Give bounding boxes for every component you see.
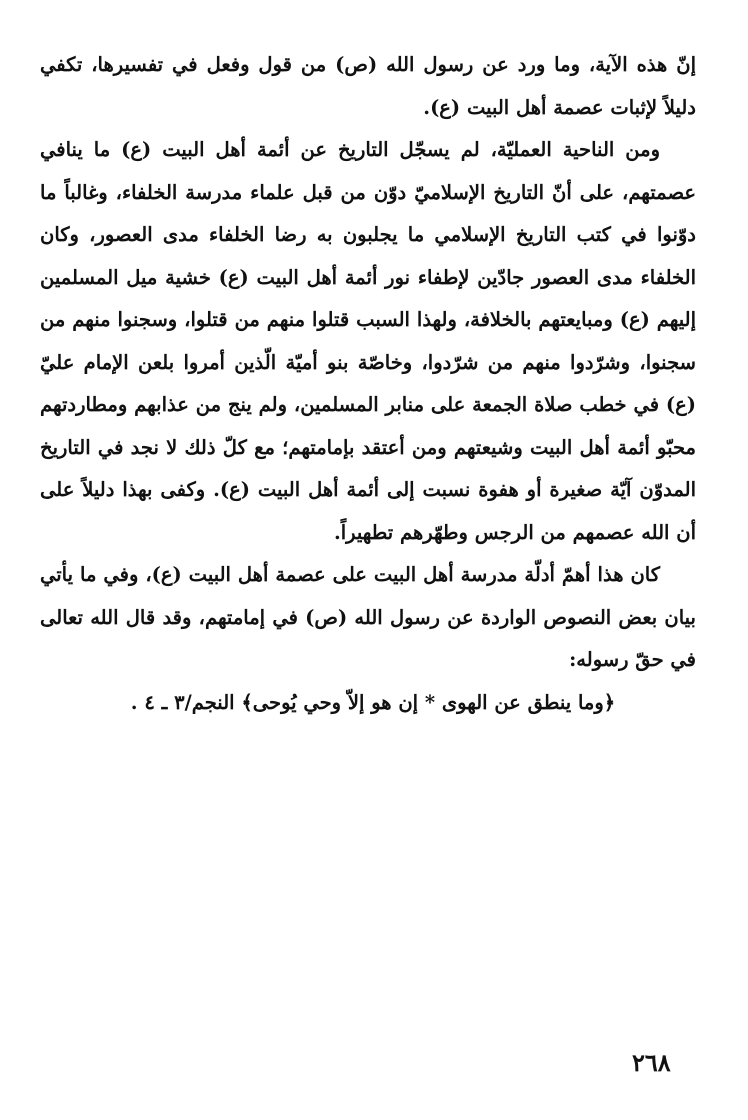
paragraph-1: إنّ هذه الآية، وما ورد عن رسول الله (ص) من قول وفعل في تفسيرها، تكفي دليلاً لإثبات عصمة أهل البيت (ع). (40, 53, 696, 119)
paragraph-3: كان هذا أهمّ أدلّة مدرسة أهل البيت على عصمة أهل البيت (ع)، وفي ما يأتي بيان بعض النصوص الواردة عن رسول الله (ص) في إمامتهم، وقد قال الله تعالى في حقّ رسوله: (40, 563, 696, 671)
page-body (40, 44, 696, 724)
page-number: ٢٦٨ (632, 1048, 671, 1077)
quran-quote: ﴿وما ينطق عن الهوى * إن هو إلاّ وحي يُوحى﴾ النجم/٣ ـ ٤ . (130, 690, 616, 714)
paragraph-2: ومن الناحية العمليّة، لم يسجّل التاريخ عن أئمة أهل البيت (ع) ما ينافي عصمتهم، على أنّ التاريخ الإسلاميّ دوّن من قبل علماء مدرسة الخلفاء، وغالباً ما دوّنوا في كتب التاريخ الإسلامي ما يجلبون به رضا الخلفاء مدى العصور، وكان الخلفاء مدى العصور جادّين لإطفاء نور أئمة أهل البيت (ع) خشية ميل المسلمين إليهم (ع) ومبايعتهم بالخلافة، ولهذا السبب قتلوا منهم من قتلوا، وسجنوا منهم من سجنوا، وشرّدوا منهم من شرّدوا، وخاصّة بنو أميّة الّذين أمروا بلعن الإمام عليّ (ع) في خطب صلاة الجمعة على منابر المسلمين، ولم ينج من عذابهم ومطاردتهم محبّو أئمة أهل البيت وشيعتهم ومن أعتقد بإمامتهم؛ مع كلّ ذلك لا نجد في التاريخ المدوّن آيّة صغيرة أو هفوة نسبت إلى أئمة أهل البيت (ع). وكفى بهذا دليلاً على أن الله عصمهم من الرجس وطهّرهم تطهيراً. (40, 138, 696, 544)
